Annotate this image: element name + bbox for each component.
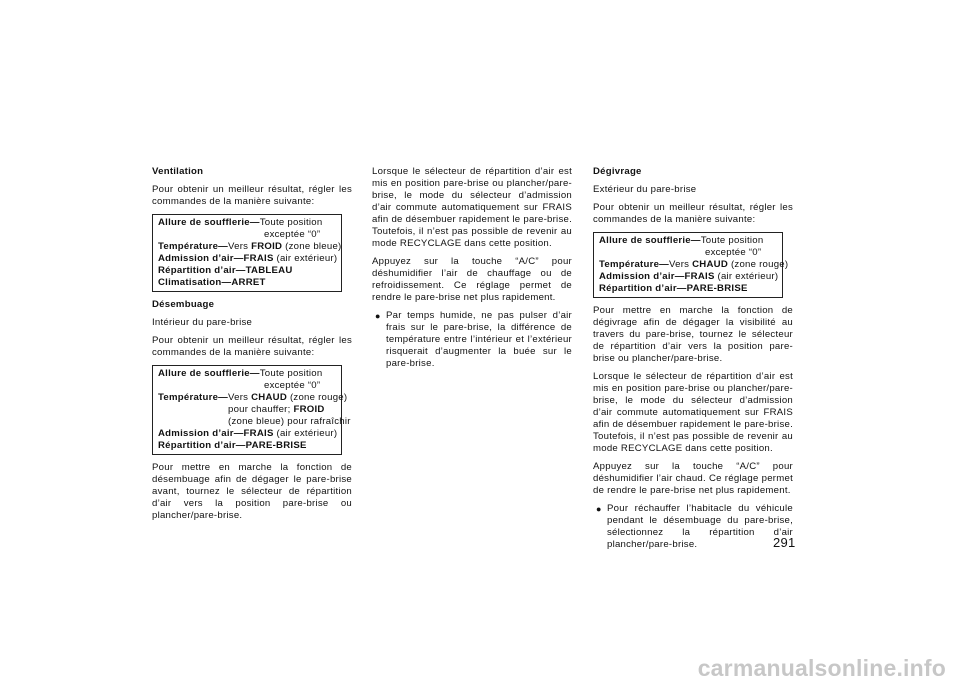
demist-settings-box [152,365,351,455]
ventilation-settings-box [152,214,342,292]
fan-setting: Allure de soufflerie—Toute position [158,368,323,379]
defrost-settings-box [593,232,789,298]
defrost-instructions: Pour mettre en marche la fonction de dégivrage afin de dégager la visibilité au travers du pare-brise, tournez le sélecteur de répartition d’air vers la position pare-brise ou plancher/pare-brise. [593,305,793,364]
ac-paragraph: Appuyez sur la touche “A/C” pour déshumidifier l’air de chauffage ou de refroidissement. Ce réglage permet de rendre le pare-brise net plus rapidement. [372,256,572,303]
watermark: carmanualsonline.info [697,655,946,681]
fan-setting: Allure de soufflerie—Toute position [158,217,323,228]
intake-setting: Admission d’air—FRAIS (air extérieur) [158,253,338,264]
mode-setting: Répartition d’air—TABLEAU [158,265,293,276]
demist-intro: Pour obtenir un meilleur résultat, régler les commandes de la manière suivante: [152,335,352,358]
temperature-setting: Température—Vers CHAUD (zone rouge) [599,259,789,270]
intake-auto-paragraph: Lorsque le sélecteur de répartition d’air est mis en position pare-brise ou plancher/pare-brise, le mode du sélecteur d’admission d’air commute automatiquement sur FRAIS afin de désembuer rapidement le pare-brise. Toutefois, il n’est pas possible de revenir au mode RECYCLAGE dans cette position. [593,371,793,454]
column-left [152,166,352,528]
temperature-setting: Température—Vers FROID (zone bleue) [158,241,342,252]
defrost-heading: Dégivrage [593,166,642,177]
bullet-icon: ● [596,504,602,514]
warm-cabin-note: ● Pour réchauffer l’habitacle du véhicule pendant le désembuage du pare-brise, sélectionnez la répartition d’air plancher/pare-brise. [596,503,793,550]
defrost-intro: Pour obtenir un meilleur résultat, régler les commandes de la manière suivante: [593,202,793,225]
ac-paragraph: Appuyez sur la touche “A/C” pour déshumidifier l’air chaud. Ce réglage permet de rendre le pare-brise net plus rapidement. [593,461,793,496]
mode-setting: Répartition d’air—PARE-BRISE [158,440,307,451]
demist-subheading: Intérieur du pare-brise [152,317,253,328]
mode-setting: Répartition d’air—PARE-BRISE [599,283,748,294]
bullet-icon: ● [375,311,381,321]
fan-setting: Allure de soufflerie—Toute position [599,235,764,246]
fan-setting-cont: exceptée “0” [264,380,321,391]
page-number: 291 [773,535,796,550]
ventilation-heading: Ventilation [152,166,204,177]
intake-setting: Admission d’air—FRAIS (air extérieur) [158,428,338,439]
intake-setting: Admission d’air—FRAIS (air extérieur) [599,271,779,282]
column-right [593,166,796,557]
humid-weather-note: ● Par temps humide, ne pas pulser d’air frais sur le pare-brise, la différence de température entre l’intérieur et l’extérieur risquerait d’augmenter la buée sur le pare-brise. [375,310,572,369]
column-middle [372,166,572,376]
temperature-setting-cont: pour chauffer; FROID [228,404,325,415]
demist-instructions: Pour mettre en marche la fonction de désembuage afin de dégager le pare-brise avant, tournez le sélecteur de répartition d’air vers la position pare-brise ou plancher/pare-brise. [152,462,352,521]
defrost-subheading: Extérieur du pare-brise [593,184,697,195]
fan-setting-cont: exceptée “0” [264,229,321,240]
temperature-setting: Température—Vers CHAUD (zone rouge) [158,392,348,403]
ventilation-intro: Pour obtenir un meilleur résultat, régler les commandes de la manière suivante: [152,184,352,207]
temperature-setting-cont2: (zone bleue) pour rafraîchir [228,416,351,427]
fan-setting-cont: exceptée “0” [705,247,762,258]
intake-auto-paragraph: Lorsque le sélecteur de répartition d’air est mis en position pare-brise ou plancher/pare-brise, le mode du sélecteur d’admission d’air commute automatiquement sur FRAIS afin de désembuer rapidement le pare-brise. Toutefois, il n’est pas possible de revenir au mode RECYCLAGE dans cette position. [372,166,572,249]
ac-setting: Climatisation—ARRET [158,277,266,288]
demist-heading: Désembuage [152,299,215,310]
